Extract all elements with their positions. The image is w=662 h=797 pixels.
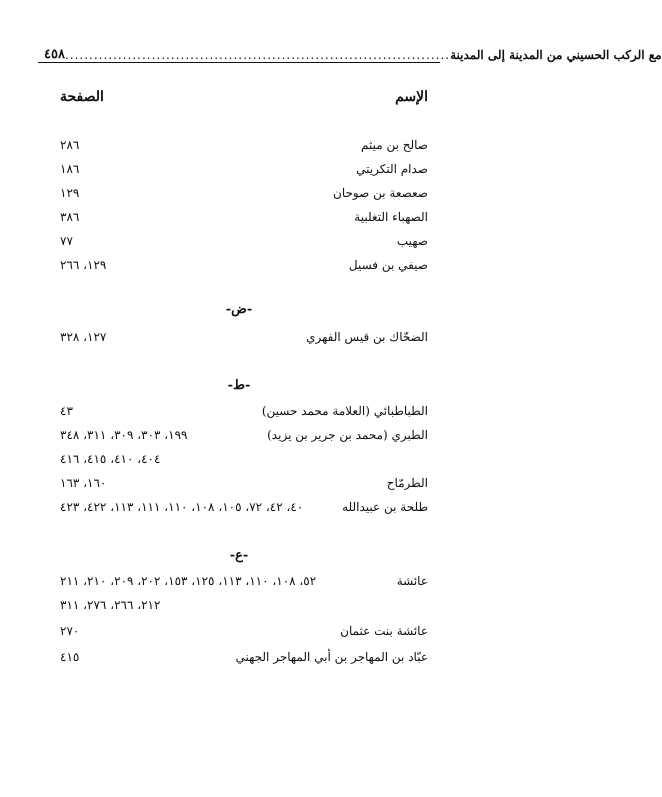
entry-name: عبّاد بن المهاجر بن أبي المهاجر الجهني [235,650,428,664]
index-entry [60,650,428,670]
entry-name: عائشة بنت عثمان [340,624,428,638]
page-number: ٤٥٨ [44,47,65,62]
entry-pages: ١٢٧، ٣٢٨ [60,330,107,344]
entry-name: الضحّاك بن قيس الفهري [306,330,428,344]
running-header [38,40,662,62]
entry-name: الطباطبائي (العلامة محمد حسين) [261,404,428,418]
index-entry [60,574,428,594]
book-title: مع الركب الحسيني من المدينة إلى المدينة [450,48,662,62]
index-entry [60,330,428,350]
entry-pages: ٥٢، ١٠٨، ١١٠، ١١٣، ١٢٥، ١٥٣، ٢٠٢، ٢٠٩، ٢١٠، ٢١١ [60,574,317,588]
header-leader-dots: ................................................................................ [64,48,451,62]
index-entry [60,500,428,520]
entry-name: عائشة [396,574,428,588]
index-entry [60,162,428,182]
index-entry [60,234,428,254]
section-letter: -ع- [229,548,249,563]
index-entry [60,404,428,424]
entry-name: طلحة بن عبيدالله [342,500,428,514]
index-entry-continuation [60,598,428,618]
index-entry [60,210,428,230]
entry-name: الطرمّاح [386,476,428,490]
entry-name: صعصعة بن صوحان [333,186,428,200]
section-letter: -ط- [227,378,251,393]
entry-pages: ٢٨٦ [60,138,80,152]
entry-name: الطبري (محمد بن جرير بن يزيد) [267,428,428,442]
entry-pages: ٤٣ [60,404,73,418]
entry-pages: ٢١٢، ٢٦٦، ٢٧٦، ٣١١ [60,598,161,612]
entry-name: صهيب [396,234,428,248]
index-entry-continuation [60,452,428,472]
entry-pages: ٣٨٦ [60,210,80,224]
entry-name: الصهباء التغلبية [354,210,428,224]
entry-pages: ١٦٠، ١٦٣ [60,476,107,490]
entry-pages: ٤٠، ٤٢، ٧٢، ١٠٥، ١٠٨، ١١٠، ١١١، ١١٣، ٤٢٢، ٤٢٣ [60,500,304,514]
index-entry [60,624,428,644]
entry-pages: ٧٧ [60,234,73,248]
entry-name: صالح بن ميثم [360,138,428,152]
entry-pages: ١٢٩ [60,186,80,200]
index-entry [60,428,428,448]
entry-pages: ٢٧٠ [60,624,80,638]
index-entry [60,258,428,278]
index-entry [60,186,428,206]
entry-name: صيفي بن فسيل [348,258,428,272]
index-entry [60,476,428,496]
entry-pages: ١٢٩، ٢٦٦ [60,258,107,272]
column-header-name: الإسم [395,89,428,105]
entry-pages: ١٨٦ [60,162,80,176]
header-rule [38,62,440,63]
entry-name: صدام التكريتي [356,162,428,176]
entry-pages: ٤٠٤، ٤١٠، ٤١٥، ٤١٦ [60,452,161,466]
index-entry [60,138,428,158]
entry-pages: ٤١٥ [60,650,80,664]
entry-pages: ١٩٩، ٣٠٣، ٣٠٩، ٣١١، ٣٤٨ [60,428,188,442]
column-header-page: الصفحة [60,89,104,105]
section-letter: -ض- [225,302,253,317]
